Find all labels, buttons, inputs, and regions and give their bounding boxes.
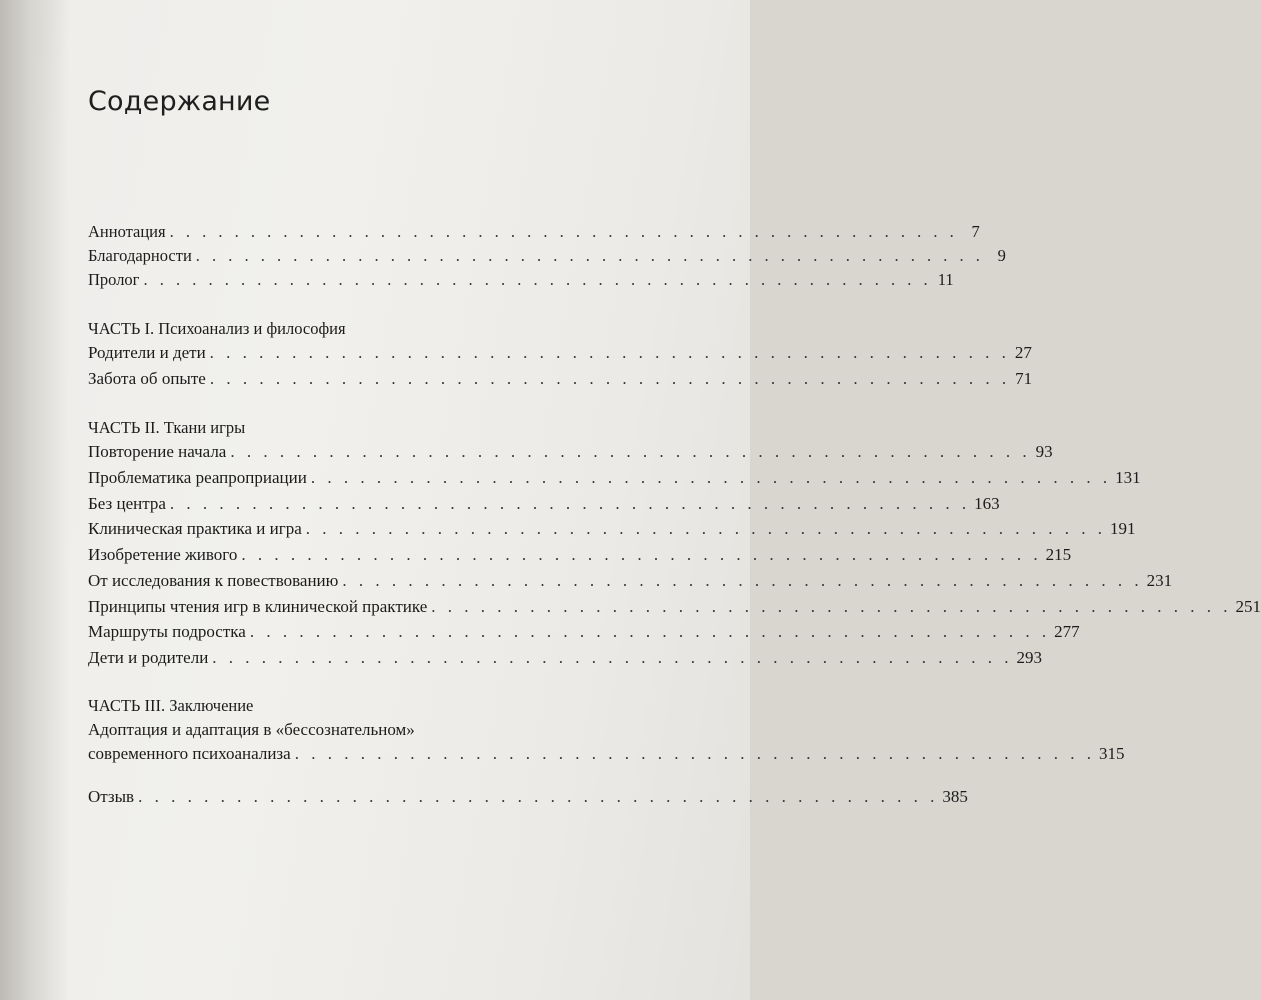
toc-entry-part2-5 bbox=[88, 570, 1173, 597]
toc-entry-part2-8 bbox=[88, 647, 1043, 674]
toc-entry-label: Дети и родители bbox=[88, 647, 209, 667]
toc-entry-label: Маршруты подростка bbox=[88, 622, 246, 642]
dot-leader: . . . . . . . . . . . . . . . . . . . . . . . . . . . . . . . . . . . . . . . . . . . . . . . . . bbox=[310, 468, 1112, 488]
page-title: Содержание bbox=[88, 86, 271, 117]
toc-entry-label: Родители и дети bbox=[88, 343, 206, 362]
toc-entry-page: 131 bbox=[1115, 468, 1141, 488]
toc-entry-front-2 bbox=[88, 270, 954, 294]
toc-entry-page: 231 bbox=[1146, 570, 1173, 590]
toc-entry-label: Повторение начала bbox=[88, 442, 227, 462]
book-spine-shadow bbox=[0, 0, 70, 1000]
toc-entry-part2-6 bbox=[88, 596, 1261, 623]
dot-leader: . . . . . . . . . . . . . . . . . . . . . . . . . . . . . . . . . . . . . . . . . . . . . . . . . bbox=[241, 545, 1042, 565]
toc-entry-part1-1 bbox=[88, 368, 1033, 395]
part-1-heading: ЧАСТЬ I. Психоанализ и философия bbox=[88, 319, 346, 338]
toc-entry-label: Забота об опыте bbox=[88, 368, 206, 388]
dot-leader: . . . . . . . . . . . . . . . . . . . . . . . . . . . . . . . . . . . . . . . . . . . . . . . . . bbox=[212, 647, 1013, 667]
toc-entry-page: 251 bbox=[1235, 596, 1261, 616]
toc-entry-page: 7 bbox=[971, 222, 980, 241]
dot-leader: . . . . . . . . . . . . . . . . . . . . . . . . . . . . . . . . . . . . . . . . . . . . . . . . . bbox=[169, 493, 971, 513]
toc-entry-part3-line2 bbox=[88, 743, 1125, 770]
toc-entry-page: 163 bbox=[974, 493, 1000, 513]
dot-leader: . . . . . . . . . . . . . . . . . . . . . . . . . . . . . . . . . . . . . . . . . . . . . . . . . bbox=[431, 596, 1232, 616]
toc-entry-label: Адоптация и адаптация в «бессознательном» bbox=[88, 719, 415, 739]
toc-entry-part2-3 bbox=[88, 519, 1136, 545]
toc-entry-review bbox=[88, 787, 968, 813]
toc-entry-part2-7 bbox=[88, 622, 1080, 648]
toc-entry-page: 315 bbox=[1098, 743, 1125, 763]
toc-entry-part2-4 bbox=[88, 545, 1072, 571]
toc-entry-label: Отзыв bbox=[88, 787, 135, 807]
dot-leader: . . . . . . . . . . . . . . . . . . . . . . . . . . . . . . . . . . . . . . . . . . . . . . . . . bbox=[138, 787, 939, 807]
toc-entry-label: Пролог bbox=[88, 270, 140, 289]
toc-entry-page: 385 bbox=[942, 787, 968, 807]
dot-leader: . . . . . . . . . . . . . . . . . . . . . . . . . . . . . . . . . . . . . . . . . . . . . . . . . bbox=[143, 270, 932, 289]
dot-leader: . . . . . . . . . . . . . . . . . . . . . . . . . . . . . . . . . . . . . . . . . . . . . . . . . bbox=[294, 743, 1095, 763]
part-2-heading: ЧАСТЬ II. Ткани игры bbox=[88, 418, 246, 438]
toc-entry-label: От исследования к повествованию bbox=[88, 570, 339, 590]
toc-entry-part1-0 bbox=[88, 343, 1032, 369]
toc-entry-page: 191 bbox=[1110, 519, 1136, 539]
table-of-contents bbox=[88, 222, 1261, 813]
toc-entry-page: 215 bbox=[1045, 545, 1072, 565]
toc-entry-label: Клиническая практика и игра bbox=[88, 519, 302, 539]
dot-leader: . . . . . . . . . . . . . . . . . . . . . . . . . . . . . . . . . . . . . . . . . . . . . . . . . bbox=[209, 368, 1011, 388]
dot-leader: . . . . . . . . . . . . . . . . . . . . . . . . . . . . . . . . . . . . . . . . . . . . . . . . . bbox=[305, 519, 1107, 539]
dot-leader: . . . . . . . . . . . . . . . . . . . . . . . . . . . . . . . . . . . . . . . . . . . . . . . . . bbox=[230, 442, 1031, 462]
dot-leader: . . . . . . . . . . . . . . . . . . . . . . . . . . . . . . . . . . . . . . . . . . . . . . . . . bbox=[342, 570, 1143, 590]
toc-entry-part2-2 bbox=[88, 493, 1000, 520]
toc-entry-page: 9 bbox=[997, 246, 1006, 265]
dot-leader: . . . . . . . . . . . . . . . . . . . . . . . . . . . . . . . . . . . . . . . . . . . . . . . . . bbox=[195, 246, 984, 265]
toc-entry-label: Аннотация bbox=[88, 222, 166, 241]
toc-entry-part2-0 bbox=[88, 442, 1053, 468]
dot-leader: . . . . . . . . . . . . . . . . . . . . . . . . . . . . . . . . . . . . . . . . . . . . . . . . . bbox=[169, 222, 958, 241]
toc-entry-front-0 bbox=[88, 222, 980, 246]
toc-entry-page: 277 bbox=[1054, 622, 1080, 642]
toc-entry-part3-line1 bbox=[88, 720, 628, 744]
toc-entry-front-1 bbox=[88, 246, 1006, 270]
part-3-heading: ЧАСТЬ III. Заключение bbox=[88, 695, 254, 715]
toc-entry-label: Проблематика реапроприации bbox=[88, 468, 307, 488]
toc-entry-label: Благодарности bbox=[88, 246, 192, 265]
toc-entry-page: 293 bbox=[1016, 647, 1043, 667]
toc-entry-label: современного психоанализа bbox=[88, 743, 291, 763]
toc-entry-label: Принципы чтения игр в клинической практике bbox=[88, 596, 428, 616]
toc-entry-page: 93 bbox=[1035, 442, 1053, 462]
toc-entry-page: 27 bbox=[1014, 343, 1032, 362]
toc-entry-page: 11 bbox=[937, 270, 954, 289]
dot-leader: . . . . . . . . . . . . . . . . . . . . . . . . . . . . . . . . . . . . . . . . . . . . . . . . . bbox=[249, 622, 1051, 642]
toc-entry-label: Без центра bbox=[88, 493, 166, 513]
toc-entry-part2-1 bbox=[88, 468, 1141, 494]
dot-leader: . . . . . . . . . . . . . . . . . . . . . . . . . . . . . . . . . . . . . . . . . . . . . . . . . bbox=[209, 343, 1010, 362]
toc-entry-label: Изобретение живого bbox=[88, 545, 238, 565]
toc-entry-page: 71 bbox=[1015, 368, 1033, 388]
